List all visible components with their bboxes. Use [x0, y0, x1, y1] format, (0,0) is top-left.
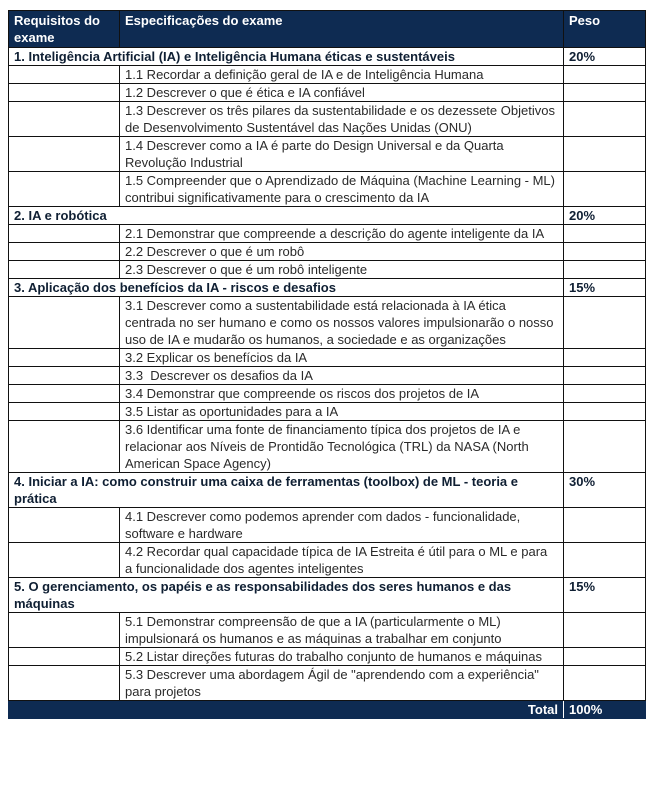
spec-item: 2.3 Descrever o que é um robô inteligente	[120, 261, 564, 279]
table-row	[9, 66, 646, 84]
header-exam-requirements: Requisitos do exame	[9, 11, 120, 48]
empty-cell	[9, 172, 120, 207]
spec-item: 4.2 Recordar qual capacidade típica de IA Estreita é útil para o ML e para a funcionalidade dos agentes inteligentes	[120, 543, 564, 578]
section-title: 2. IA e robótica	[9, 207, 564, 225]
section-row	[9, 279, 646, 297]
table-row	[9, 102, 646, 137]
empty-cell	[9, 349, 120, 367]
section-title: 5. O gerenciamento, os papéis e as responsabilidades dos seres humanos e das máquinas	[9, 578, 564, 613]
empty-cell	[9, 297, 120, 349]
total-row	[9, 701, 646, 719]
table-row	[9, 508, 646, 543]
spec-item: 3.6 Identificar uma fonte de financiamento típica dos projetos de IA e relacionar aos Níveis de Prontidão Tecnológica (TRL) da NASA (North American Space Agency)	[120, 421, 564, 473]
empty-cell	[9, 261, 120, 279]
empty-cell	[9, 66, 120, 84]
section-row	[9, 48, 646, 66]
empty-cell	[9, 367, 120, 385]
table-row	[9, 613, 646, 648]
table-row	[9, 543, 646, 578]
table-row	[9, 421, 646, 473]
spec-item: 2.1 Demonstrar que compreende a descrição do agente inteligente da IA	[120, 225, 564, 243]
empty-cell	[9, 385, 120, 403]
section-weight: 30%	[564, 473, 646, 508]
empty-cell	[9, 648, 120, 666]
spec-item: 1.4 Descrever como a IA é parte do Design Universal e da Quarta Revolução Industrial	[120, 137, 564, 172]
empty-cell	[564, 613, 646, 648]
empty-cell	[564, 261, 646, 279]
spec-item: 1.2 Descrever o que é ética e IA confiável	[120, 84, 564, 102]
table-row	[9, 172, 646, 207]
section-title: 4. Iniciar a IA: como construir uma caixa de ferramentas (toolbox) de ML - teoria e prática	[9, 473, 564, 508]
empty-cell	[564, 349, 646, 367]
section-title: 3. Aplicação dos benefícios da IA - riscos e desafios	[9, 279, 564, 297]
empty-cell	[564, 666, 646, 701]
table-row	[9, 385, 646, 403]
empty-cell	[564, 508, 646, 543]
spec-item: 3.3 Descrever os desafios da IA	[120, 367, 564, 385]
empty-cell	[564, 385, 646, 403]
spec-item: 1.1 Recordar a definição geral de IA e de Inteligência Humana	[120, 66, 564, 84]
spec-item: 2.2 Descrever o que é um robô	[120, 243, 564, 261]
header-weight: Peso	[564, 11, 646, 48]
empty-cell	[9, 225, 120, 243]
section-row	[9, 578, 646, 613]
spec-item: 5.3 Descrever uma abordagem Ágil de "aprendendo com a experiência" para projetos	[120, 666, 564, 701]
spec-item: 1.3 Descrever os três pilares da sustentabilidade e os dezessete Objetivos de Desenvolvimento Sustentável das Nações Unidas (ONU)	[120, 102, 564, 137]
empty-cell	[564, 84, 646, 102]
empty-cell	[9, 543, 120, 578]
section-title: 1. Inteligência Artificial (IA) e Inteligência Humana éticas e sustentáveis	[9, 48, 564, 66]
section-weight: 15%	[564, 279, 646, 297]
empty-cell	[564, 648, 646, 666]
table-row	[9, 225, 646, 243]
section-weight: 20%	[564, 207, 646, 225]
exam-specification-table	[8, 10, 646, 719]
empty-cell	[9, 666, 120, 701]
table-row	[9, 261, 646, 279]
table-row	[9, 297, 646, 349]
spec-item: 1.5 Compreender que o Aprendizado de Máquina (Machine Learning - ML) contribui significativamente para o crescimento da IA	[120, 172, 564, 207]
spec-item: 4.1 Descrever como podemos aprender com dados - funcionalidade, software e hardware	[120, 508, 564, 543]
empty-cell	[564, 421, 646, 473]
empty-cell	[9, 102, 120, 137]
spec-item: 3.5 Listar as oportunidades para a IA	[120, 403, 564, 421]
empty-cell	[564, 66, 646, 84]
empty-cell	[9, 84, 120, 102]
empty-cell	[564, 102, 646, 137]
section-weight: 20%	[564, 48, 646, 66]
table-header-row	[9, 11, 646, 48]
empty-cell	[564, 137, 646, 172]
table-row	[9, 666, 646, 701]
empty-cell	[9, 137, 120, 172]
empty-cell	[564, 543, 646, 578]
empty-cell	[564, 403, 646, 421]
empty-cell	[9, 243, 120, 261]
section-row	[9, 473, 646, 508]
table-row	[9, 349, 646, 367]
empty-cell	[9, 508, 120, 543]
empty-cell	[564, 367, 646, 385]
spec-item: 5.2 Listar direções futuras do trabalho conjunto de humanos e máquinas	[120, 648, 564, 666]
spec-item: 3.1 Descrever como a sustentabilidade está relacionada à IA ética centrada no ser humano e como os nossos valores impulsionarão o nosso uso de IA e mudarão os humanos, a sociedade e as organizações	[120, 297, 564, 349]
spec-item: 3.2 Explicar os benefícios da IA	[120, 349, 564, 367]
empty-cell	[9, 403, 120, 421]
empty-cell	[564, 243, 646, 261]
empty-cell	[9, 613, 120, 648]
table-row	[9, 367, 646, 385]
total-label: Total	[9, 701, 564, 719]
spec-item: 3.4 Demonstrar que compreende os riscos dos projetos de IA	[120, 385, 564, 403]
section-weight: 15%	[564, 578, 646, 613]
table-row	[9, 84, 646, 102]
table-row	[9, 403, 646, 421]
table-row	[9, 243, 646, 261]
section-row	[9, 207, 646, 225]
table-row	[9, 648, 646, 666]
empty-cell	[564, 225, 646, 243]
empty-cell	[564, 297, 646, 349]
table-row	[9, 137, 646, 172]
header-exam-specifications: Especificações do exame	[120, 11, 564, 48]
total-value: 100%	[564, 701, 646, 719]
empty-cell	[564, 172, 646, 207]
spec-item: 5.1 Demonstrar compreensão de que a IA (particularmente o ML) impulsionará os humanos e as máquinas a trabalhar em conjunto	[120, 613, 564, 648]
empty-cell	[9, 421, 120, 473]
